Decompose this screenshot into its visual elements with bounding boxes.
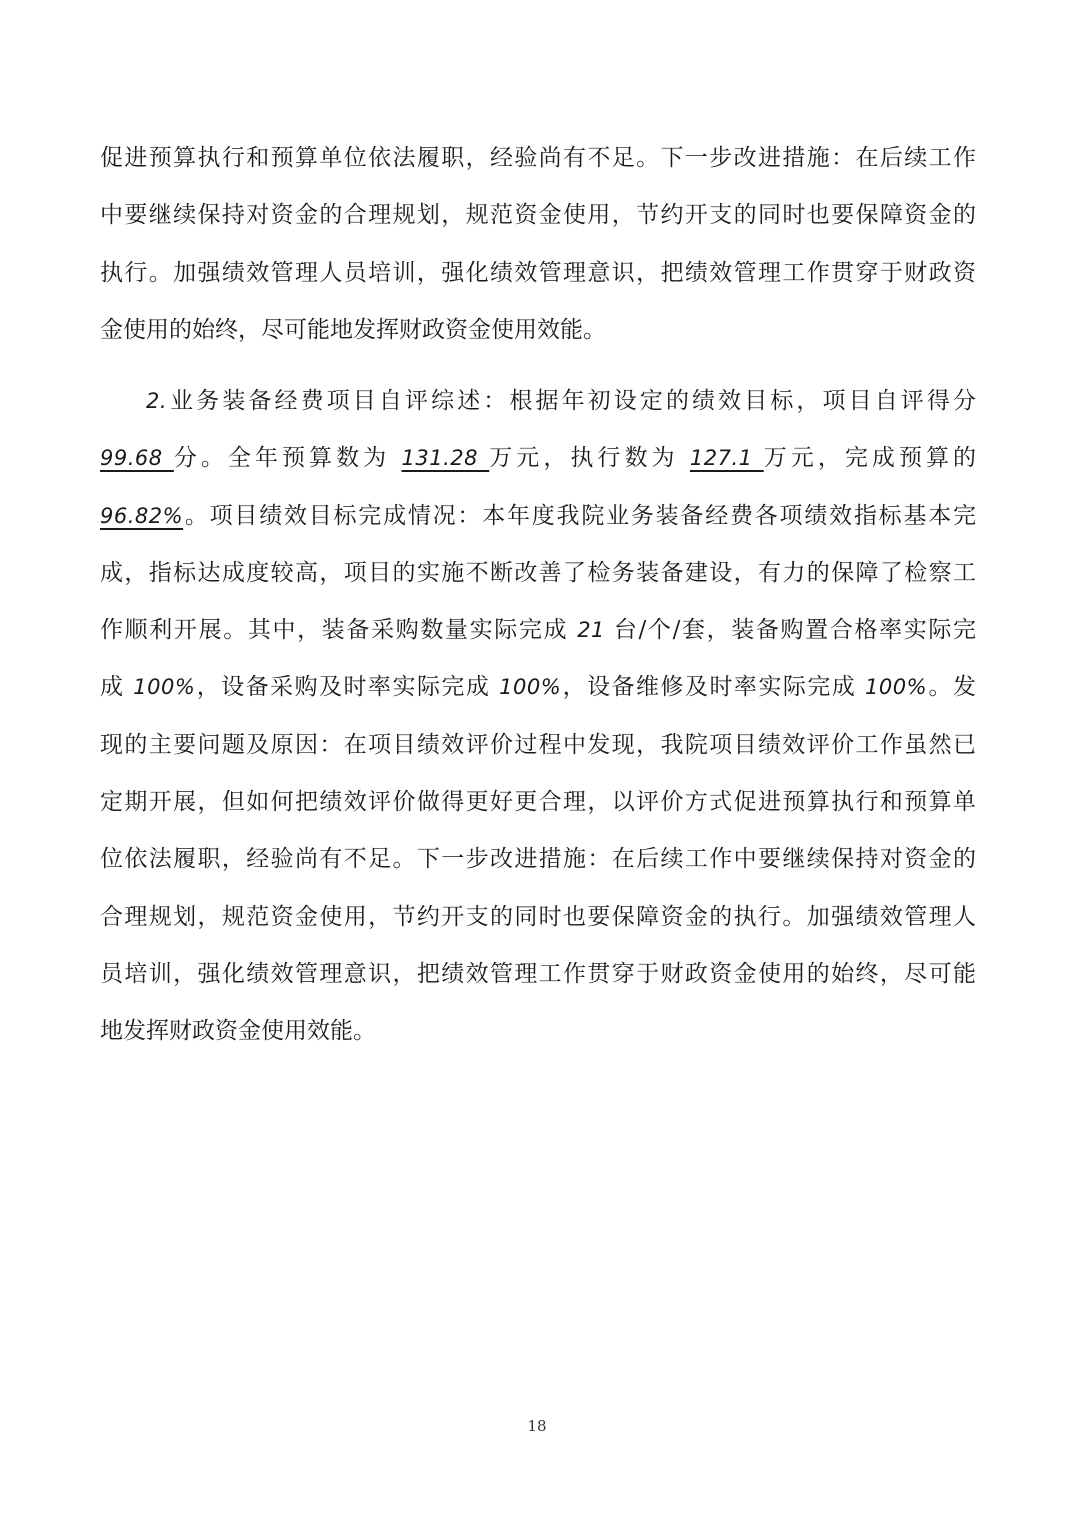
paragraph-equipment-funds [100, 373, 976, 1061]
text-segment: 台/个/套，装备购置合格率实际完 [613, 617, 977, 644]
text-segment: 成 [100, 674, 125, 701]
self-score-value: 99.68 [100, 446, 174, 471]
page-number: 18 [527, 1417, 547, 1435]
text-line: 执行。加强绩效管理人员培训，强化绩效管理意识，把绩效管理工作贯穿于财政资 [100, 259, 976, 286]
text-line: 促进预算执行和预算单位依法履职，经验尚有不足。下一步改进措施：在后续工作 [100, 145, 976, 171]
text-segment: 。项目绩效目标完成情况：本年度我院业务装备经费各项绩效指标基本完 [183, 502, 976, 529]
percent-value: 100% [499, 675, 562, 700]
text-line [100, 488, 976, 545]
text-line: 金使用的始终，尽可能地发挥财政资金使用效能。 [100, 316, 606, 343]
text-line [100, 373, 976, 430]
text-segment: 万元，执行数为 [489, 445, 679, 472]
text-line [100, 430, 976, 487]
text-line: 中要继续保持对资金的合理规划，规范资金使用，节约开支的同时也要保障资金的 [100, 202, 976, 229]
completion-rate-value: 96.82% [100, 503, 184, 528]
text-segment: 。发 [927, 674, 977, 701]
text-line: 成，指标达成度较高，项目的实施不断改善了检务装备建设，有力的保障了检察工 [100, 559, 976, 586]
text-line [100, 602, 976, 659]
executed-value: 127.1 [689, 446, 764, 471]
text-line: 员培训，强化绩效管理意识，把绩效管理工作贯穿于财政资金使用的始终，尽可能 [100, 960, 976, 987]
percent-value: 100% [865, 675, 928, 700]
text-segment: 分。全年预算数为 [173, 445, 391, 472]
paragraph-continued [100, 130, 976, 359]
text-segment: 业务装备经费项目自评综述：根据年初设定的绩效目标，项目自评得分 [167, 388, 976, 414]
text-line [100, 659, 976, 716]
item-number: 2. [146, 389, 168, 413]
text-line: 定期开展，但如何把绩效评价做得更好更合理，以评价方式促进预算执行和预算单 [100, 789, 976, 816]
text-segment: 作顺利开展。其中，装备采购数量实际完成 [100, 617, 569, 644]
budget-value: 131.28 [401, 446, 490, 471]
text-segment: 万元，完成预算的 [763, 445, 977, 472]
text-segment: ，设备采购及时率实际完成 [195, 674, 491, 701]
text-line: 现的主要问题及原因：在项目绩效评价过程中发现，我院项目绩效评价工作虽然已 [100, 731, 976, 758]
percent-value: 100% [133, 675, 196, 700]
quantity-value: 21 [577, 618, 605, 643]
text-line: 合理规划，规范资金使用，节约开支的同时也要保障资金的执行。加强绩效管理人 [100, 903, 976, 930]
text-segment: ，设备维修及时率实际完成 [561, 674, 857, 701]
text-line: 位依法履职，经验尚有不足。下一步改进措施：在后续工作中要继续保持对资金的 [100, 846, 976, 873]
text-line: 地发挥财政资金使用效能。 [100, 1018, 376, 1045]
